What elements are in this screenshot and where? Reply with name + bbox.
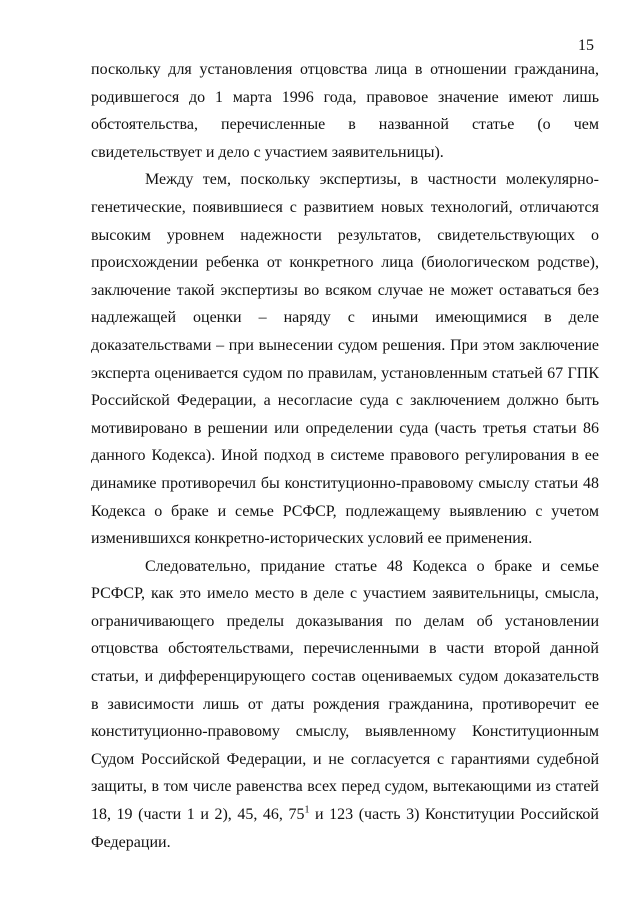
paragraph-continuation: поскольку для установления отцовства лица в отношении гражданина, родившегося до 1 марта 1996 года, правовое значение имеют лишь обстоятельства, перечисленные в названной статье (о чем свидетельствует и дело с участием заявительницы). [91, 61, 599, 161]
conclusion-text-after-sup: и 123 (часть 3) Конституции Российской Федерации. [91, 806, 599, 851]
document-body [91, 56, 599, 856]
page-number: 15 [578, 37, 594, 54]
paragraph-expertise: Между тем, поскольку экспертизы, в частности молекулярно-генетические, появившиеся с развитием новых технологий, отличаются высоким уровнем надежности результатов, свидетельствующих о происхождении ребенка от конкретного лица (биологическом родстве), заключение такой экспертизы во всяком случае не может оставаться без надлежащей оценки – наряду с иными имеющимися в деле доказательствами – при вынесении судом решения. При этом заключение эксперта оценивается судом по правилам, установленным статьей 67 ГПК Российской Федерации, а несогласие суда с заключением должно быть мотивировано в решении или определении суда (часть третья статьи 86 данного Кодекса). Иной подход в системе правового регулирования в ее динамике противоречил бы конституционно-правовому смыслу статьи 48 Кодекса о браке и семье РСФСР, подлежащему выявлению с учетом изменившихся конкретно-исторических условий ее применения. [91, 171, 599, 548]
article-superscript: 1 [304, 804, 310, 816]
conclusion-text-before-sup: Следовательно, придание статье 48 Кодекса о браке и семье РСФСР, как это имело место в деле с участием заявительницы, смысла, ограничивающего пределы доказывания по делам об установлении отцовства обстоятельствами, перечисленными в части второй данной статьи, и дифференцирующего состав оцениваемых судом доказательств в зависимости лишь от даты рождения гражданина, противоречит ее конституционно-правовому смыслу, выявленному Конституционным Судом Российской Федерации, и не согласуется с гарантиями судебной защиты, в том числе равенства всех перед судом, вытекающими из статей 18, 19 (части 1 и 2), 45, 46, 75 [91, 557, 599, 824]
paragraph-conclusion [91, 553, 599, 857]
